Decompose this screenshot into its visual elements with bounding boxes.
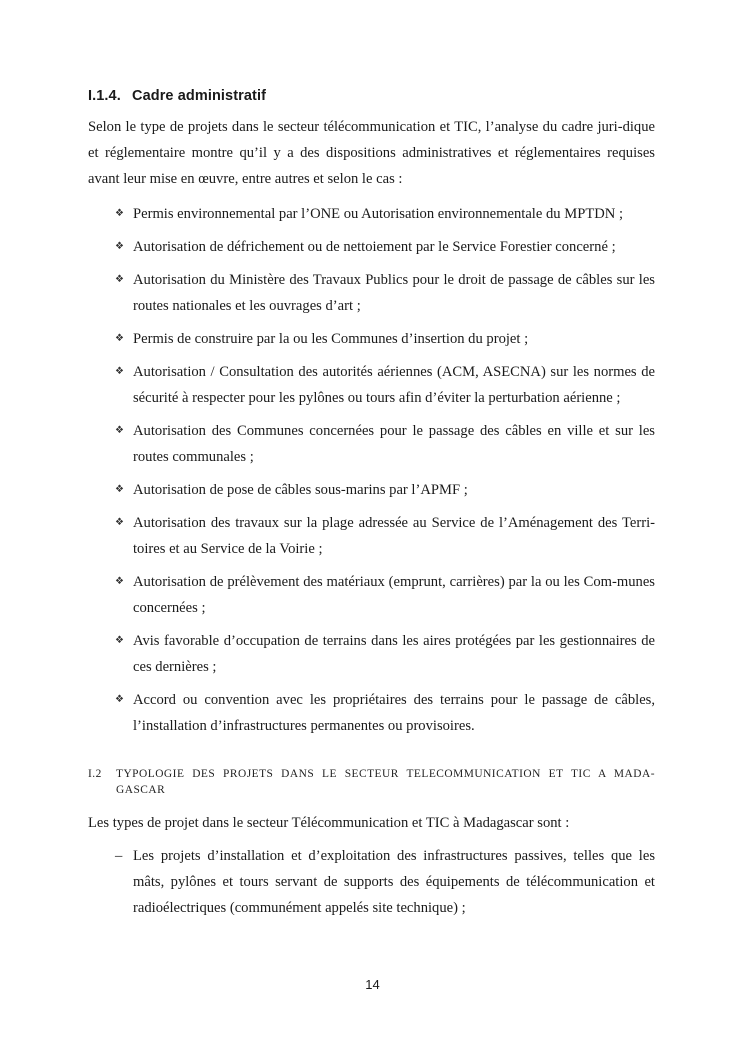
diamond-bullet-icon: ❖: [115, 576, 124, 587]
typology-title: TYPOLOGIE DES PROJETS DANS LE SECTEUR TELECOMMUNICATION ET TIC A MADA-GASCAR: [116, 768, 655, 796]
list-item: [88, 234, 655, 260]
diamond-bullet-icon: ❖: [115, 484, 124, 495]
requirements-list: [88, 201, 655, 746]
diamond-bullet-icon: ❖: [115, 366, 124, 377]
typology-heading: [88, 766, 655, 798]
list-item: [88, 843, 655, 921]
section-heading: [88, 88, 266, 104]
typology-number: I.2: [88, 768, 102, 780]
list-item: [88, 687, 655, 739]
typology-intro-paragraph: Les types de projet dans le secteur Télécommunication et TIC à Madagascar sont :: [88, 815, 570, 831]
diamond-bullet-icon: ❖: [115, 274, 124, 285]
project-types-list: [88, 843, 655, 921]
list-item: [88, 326, 655, 352]
diamond-bullet-icon: ❖: [115, 241, 124, 252]
section-number: I.1.4.: [88, 88, 121, 104]
list-item: [88, 569, 655, 621]
diamond-bullet-icon: ❖: [115, 694, 124, 705]
dash-bullet-icon: –: [115, 848, 123, 864]
list-item: [88, 477, 655, 503]
list-item-text: Autorisation de défrichement ou de nettoiement par le Service Forestier concerné ;: [133, 239, 616, 255]
list-item-text: Autorisation du Ministère des Travaux Publics pour le droit de passage de câbles sur les routes nationales et les ouvrages d’art ;: [133, 272, 655, 314]
diamond-bullet-icon: ❖: [115, 517, 124, 528]
list-item-text: Les projets d’installation et d’exploitation des infrastructures passives, telles que les mâts, pylônes et tours servant de supports des équipements de télécommunication et radioélectriques (communément appelés site technique) ;: [133, 848, 655, 916]
list-item: [88, 201, 655, 227]
section-title: Cadre administratif: [132, 88, 267, 104]
diamond-bullet-icon: ❖: [115, 635, 124, 646]
list-item-text: Permis de construire par la ou les Communes d’insertion du projet ;: [133, 331, 529, 347]
section-intro-paragraph: Selon le type de projets dans le secteur télécommunication et TIC, l’analyse du cadre juri-dique et réglementaire montre qu’il y a des dispositions administratives et réglementaires requises avant leur mise en œuvre, entre autres et selon le cas :: [88, 119, 655, 187]
list-item: [88, 267, 655, 319]
list-item-text: Autorisation de prélèvement des matériaux (emprunt, carrières) par la ou les Com-munes concernées ;: [133, 574, 655, 616]
list-item-text: Autorisation des Communes concernées pour le passage des câbles en ville et sur les routes communales ;: [133, 423, 655, 465]
list-item-text: Accord ou convention avec les propriétaires des terrains pour le passage de câbles, l’installation d’infrastructures permanentes ou provisoires.: [133, 692, 655, 734]
list-item-text: Autorisation des travaux sur la plage adressée au Service de l’Aménagement des Terri-toires et au Service de la Voirie ;: [133, 515, 655, 557]
diamond-bullet-icon: ❖: [115, 425, 124, 436]
list-item-text: Permis environnemental par l’ONE ou Autorisation environnementale du MPTDN ;: [133, 206, 624, 222]
list-item: [88, 359, 655, 411]
diamond-bullet-icon: ❖: [115, 333, 124, 344]
list-item-text: Autorisation de pose de câbles sous-marins par l’APMF ;: [133, 482, 468, 498]
list-item-text: Autorisation / Consultation des autorités aériennes (ACM, ASECNA) sur les normes de sécurité à respecter pour les pylônes ou tours afin d’éviter la perturbation aérienne ;: [133, 364, 655, 406]
list-item-text: Avis favorable d’occupation de terrains dans les aires protégées par les gestionnaires de ces dernières ;: [133, 633, 655, 675]
list-item: [88, 418, 655, 470]
page-number: 14: [365, 977, 380, 992]
list-item: [88, 628, 655, 680]
list-item: [88, 510, 655, 562]
diamond-bullet-icon: ❖: [115, 208, 124, 219]
